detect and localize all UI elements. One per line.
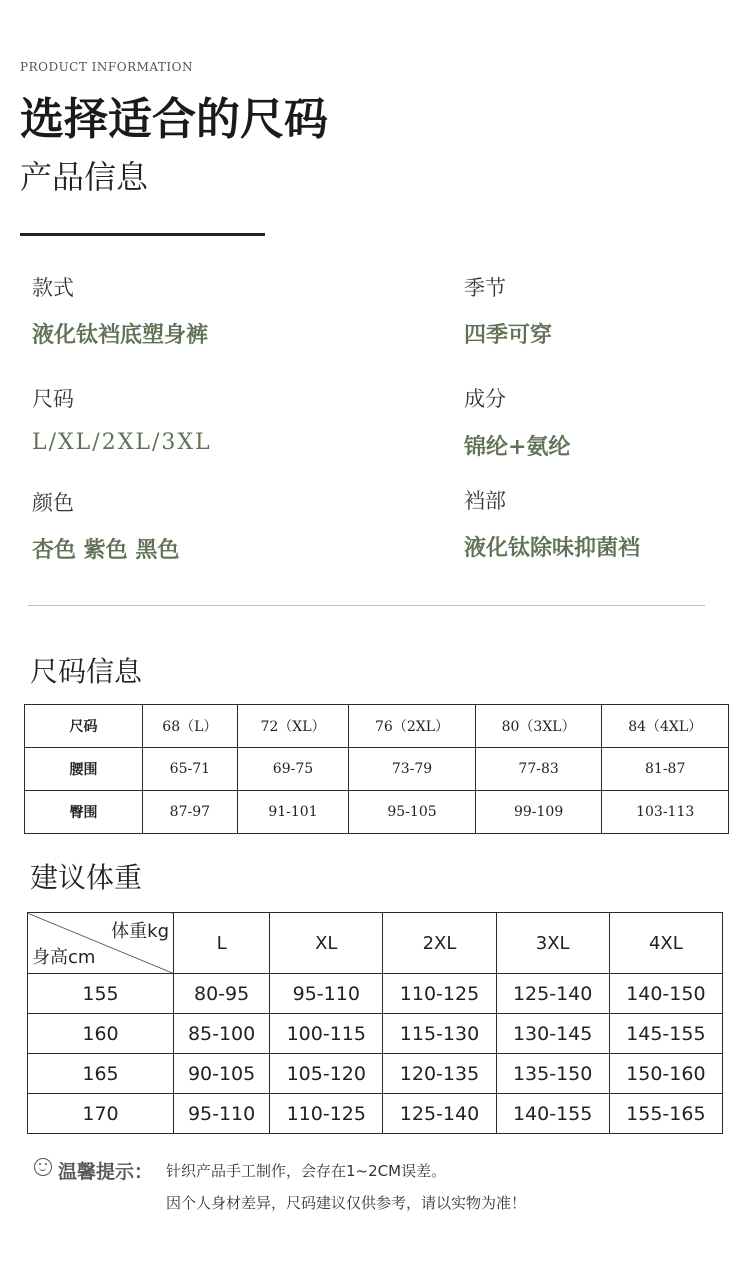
column-header: XL — [270, 913, 383, 974]
spec-material-label: 成分 — [464, 387, 506, 411]
table-cell: 103-113 — [602, 791, 729, 834]
tip-label: 温馨提示： — [58, 1161, 154, 1183]
table-row — [28, 1014, 723, 1054]
corner-cell — [28, 913, 174, 974]
tip-line-2: 因个人身材差异，尺码建议仅供参考，请以实物为准！ — [166, 1194, 527, 1212]
table-row — [28, 1094, 723, 1134]
spec-crotch-label: 裆部 — [464, 489, 506, 513]
size-info-heading: 尺码信息 — [30, 655, 143, 688]
spec-season-label: 季节 — [464, 276, 506, 300]
table-cell: 69-75 — [237, 748, 349, 791]
spec-style-value: 液化钛裆底塑身裤 — [32, 322, 209, 348]
tip-line-1: 针织产品手工制作，会存在1~2CM误差。 — [166, 1162, 447, 1180]
table-cell: 95-110 — [270, 974, 383, 1014]
page-title: 选择适合的尺码 — [20, 94, 328, 145]
table-row — [28, 974, 723, 1014]
table-row — [25, 705, 729, 748]
table-cell: 95-110 — [174, 1094, 270, 1134]
size-table — [24, 704, 729, 834]
table-cell: 尺码 — [25, 705, 143, 748]
weight-table — [27, 912, 723, 1134]
table-cell: 80（3XL） — [475, 705, 602, 748]
table-cell: 170 — [28, 1094, 174, 1134]
table-cell: 84（4XL） — [602, 705, 729, 748]
table-cell: 95-105 — [349, 791, 476, 834]
corner-weight-label: 体重kg — [111, 921, 169, 942]
table-cell: 65-71 — [143, 748, 238, 791]
table-cell: 130-145 — [496, 1014, 609, 1054]
spec-size-value: L/XL/2XL/3XL — [32, 430, 212, 455]
table-cell: 68（L） — [143, 705, 238, 748]
spec-size-label: 尺码 — [32, 387, 74, 411]
table-cell: 臀围 — [25, 791, 143, 834]
table-cell: 87-97 — [143, 791, 238, 834]
table-cell: 125-140 — [383, 1094, 496, 1134]
spec-color-label: 颜色 — [32, 491, 74, 515]
table-cell: 91-101 — [237, 791, 349, 834]
table-row — [28, 1054, 723, 1094]
table-cell: 150-160 — [609, 1054, 722, 1094]
table-cell: 135-150 — [496, 1054, 609, 1094]
table-row — [25, 748, 729, 791]
column-header: L — [174, 913, 270, 974]
table-cell: 80-95 — [174, 974, 270, 1014]
table-cell: 155 — [28, 974, 174, 1014]
table-cell: 110-125 — [270, 1094, 383, 1134]
column-header: 4XL — [609, 913, 722, 974]
table-cell: 腰围 — [25, 748, 143, 791]
section-divider — [28, 605, 705, 606]
spec-color-value: 杏色 紫色 黑色 — [32, 537, 180, 563]
page-kicker: PRODUCT INFORMATION — [20, 60, 193, 74]
corner-height-label: 身高cm — [32, 947, 96, 968]
column-header: 2XL — [383, 913, 496, 974]
weight-info-heading: 建议体重 — [30, 861, 143, 894]
page-subtitle: 产品信息 — [20, 158, 149, 196]
table-cell: 140-150 — [609, 974, 722, 1014]
table-cell: 115-130 — [383, 1014, 496, 1054]
table-cell: 165 — [28, 1054, 174, 1094]
table-cell: 160 — [28, 1014, 174, 1054]
table-cell: 120-135 — [383, 1054, 496, 1094]
title-underline — [20, 233, 265, 236]
table-cell: 100-115 — [270, 1014, 383, 1054]
table-cell: 145-155 — [609, 1014, 722, 1054]
table-cell: 72（XL） — [237, 705, 349, 748]
table-cell: 99-109 — [475, 791, 602, 834]
smiley-icon — [34, 1158, 52, 1176]
spec-material-value: 锦纶+氨纶 — [464, 434, 571, 460]
table-cell: 110-125 — [383, 974, 496, 1014]
table-cell: 81-87 — [602, 748, 729, 791]
table-header-row — [28, 913, 723, 974]
column-header: 3XL — [496, 913, 609, 974]
table-cell: 125-140 — [496, 974, 609, 1014]
table-row — [25, 791, 729, 834]
table-cell: 85-100 — [174, 1014, 270, 1054]
table-cell: 155-165 — [609, 1094, 722, 1134]
table-cell: 77-83 — [475, 748, 602, 791]
spec-season-value: 四季可穿 — [464, 322, 553, 348]
table-cell: 90-105 — [174, 1054, 270, 1094]
spec-crotch-value: 液化钛除味抑菌裆 — [464, 535, 641, 561]
table-cell: 76（2XL） — [349, 705, 476, 748]
table-cell: 73-79 — [349, 748, 476, 791]
spec-style-label: 款式 — [32, 276, 74, 300]
table-cell: 140-155 — [496, 1094, 609, 1134]
table-cell: 105-120 — [270, 1054, 383, 1094]
